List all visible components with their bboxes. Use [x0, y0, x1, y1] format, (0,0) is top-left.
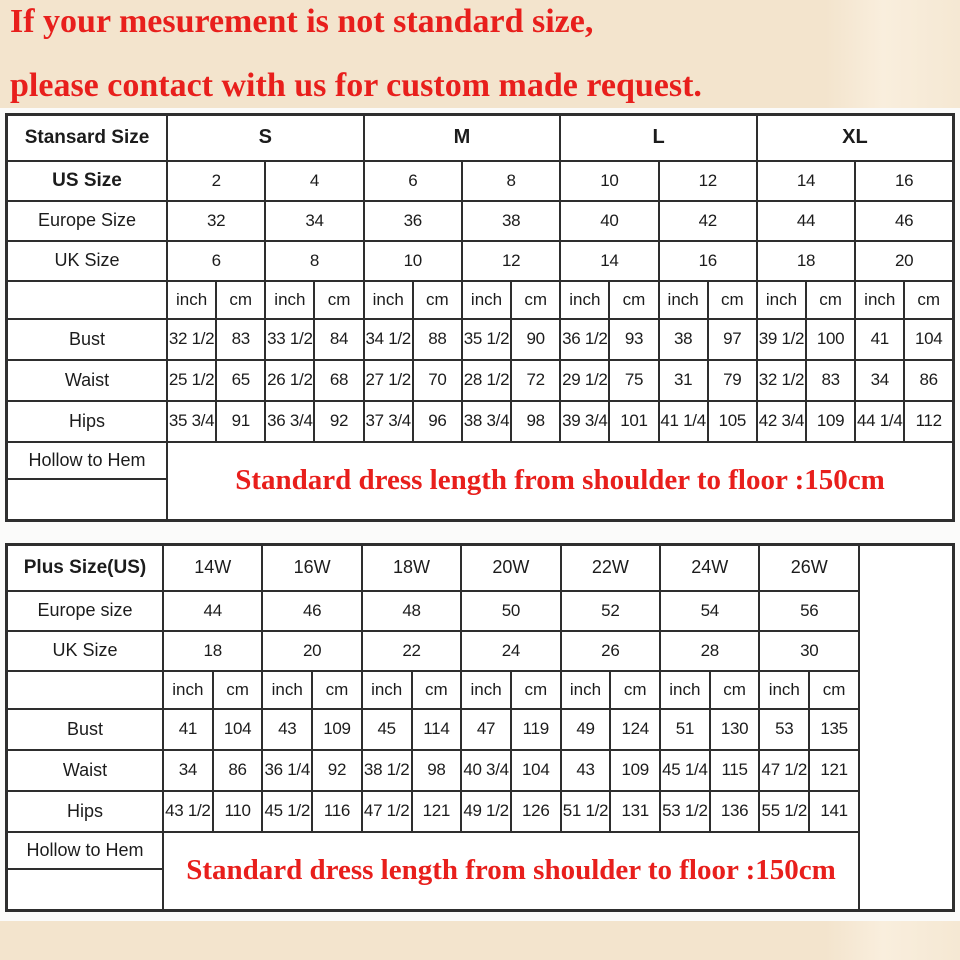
value-cell: 42	[659, 201, 757, 241]
row-label-cell: UK Size	[7, 241, 168, 281]
value-cell: 4	[265, 161, 363, 201]
plus-size-table	[5, 543, 955, 912]
value-cell: 40	[560, 201, 658, 241]
row-label-cell: Europe Size	[7, 201, 168, 241]
value-cell: 10	[364, 241, 462, 281]
row-label-cell: Europe size	[7, 591, 164, 631]
value-cell: 34 1/2	[364, 319, 413, 360]
filler-cell	[859, 545, 954, 911]
value-cell: 12	[659, 161, 757, 201]
notice-line-1: If your mesurement is not standard size,	[10, 3, 594, 40]
unit-header-cell: cm	[511, 671, 561, 709]
value-cell: 14	[757, 161, 855, 201]
value-cell: 47	[461, 709, 511, 750]
unit-header-cell: inch	[362, 671, 412, 709]
value-cell: 25 1/2	[167, 360, 216, 401]
value-cell: 50	[461, 591, 560, 631]
row-label-cell: UK Size	[7, 631, 164, 671]
value-cell: 36 1/2	[560, 319, 609, 360]
unit-header-cell: inch	[364, 281, 413, 319]
value-cell: 86	[904, 360, 953, 401]
value-cell: 39 3/4	[560, 401, 609, 442]
value-cell: 6	[364, 161, 462, 201]
value-cell: 84	[314, 319, 363, 360]
value-cell: 10	[560, 161, 658, 201]
value-cell: 48	[362, 591, 461, 631]
value-cell: 36 1/4	[262, 750, 312, 791]
value-cell: 110	[213, 791, 263, 832]
value-cell: 28 1/2	[462, 360, 511, 401]
value-cell: 40 3/4	[461, 750, 511, 791]
corner-label-cell: Plus Size(US)	[7, 545, 164, 591]
value-cell: 37 3/4	[364, 401, 413, 442]
size-charts-container	[0, 108, 960, 921]
value-cell: 45	[362, 709, 412, 750]
unit-header-cell: inch	[167, 281, 216, 319]
value-cell: 31	[659, 360, 708, 401]
value-cell: 43	[262, 709, 312, 750]
value-cell: 83	[216, 319, 265, 360]
notice-line-2: please contact with us for custom made request.	[10, 66, 702, 104]
value-cell: 65	[216, 360, 265, 401]
value-cell: 26 1/2	[265, 360, 314, 401]
value-cell: 24	[461, 631, 560, 671]
value-cell: 75	[609, 360, 658, 401]
standard-size-table	[5, 113, 955, 522]
unit-header-cell: cm	[312, 671, 362, 709]
value-cell: 12	[462, 241, 560, 281]
value-cell: 51	[660, 709, 710, 750]
value-cell: 38 1/2	[362, 750, 412, 791]
unit-header-cell: inch	[855, 281, 904, 319]
unit-header-cell: inch	[163, 671, 213, 709]
size-group-cell: S	[167, 115, 364, 161]
row-label-cell: US Size	[7, 161, 168, 201]
unit-header-cell: cm	[710, 671, 760, 709]
value-cell: 44 1/4	[855, 401, 904, 442]
value-cell: 114	[412, 709, 462, 750]
empty-corner-cell	[7, 281, 168, 319]
unit-header-cell: inch	[759, 671, 809, 709]
value-cell: 34	[163, 750, 213, 791]
value-cell: 109	[312, 709, 362, 750]
value-cell: 83	[806, 360, 855, 401]
value-cell: 93	[609, 319, 658, 360]
unit-header-cell: cm	[216, 281, 265, 319]
value-cell: 8	[265, 241, 363, 281]
value-cell: 53 1/2	[660, 791, 710, 832]
value-cell: 44	[757, 201, 855, 241]
value-cell: 29 1/2	[560, 360, 609, 401]
value-cell: 56	[759, 591, 859, 631]
value-cell: 105	[708, 401, 757, 442]
value-cell: 36 3/4	[265, 401, 314, 442]
row-label-cell: Hips	[7, 401, 168, 442]
unit-header-cell: inch	[560, 281, 609, 319]
unit-header-cell: cm	[809, 671, 859, 709]
value-cell: 135	[809, 709, 859, 750]
value-cell: 44	[163, 591, 262, 631]
row-label-cell: Bust	[7, 319, 168, 360]
size-group-cell: 20W	[461, 545, 560, 591]
value-cell: 121	[412, 791, 462, 832]
value-cell: 126	[511, 791, 561, 832]
empty-label-cell	[7, 479, 168, 521]
size-group-cell: 18W	[362, 545, 461, 591]
value-cell: 49	[561, 709, 611, 750]
value-cell: 136	[710, 791, 760, 832]
value-cell: 38	[659, 319, 708, 360]
notice-header	[0, 0, 960, 108]
unit-header-cell: inch	[462, 281, 511, 319]
value-cell: 45 1/4	[660, 750, 710, 791]
value-cell: 49 1/2	[461, 791, 511, 832]
value-cell: 53	[759, 709, 809, 750]
value-cell: 47 1/2	[362, 791, 412, 832]
value-cell: 51 1/2	[561, 791, 611, 832]
value-cell: 109	[806, 401, 855, 442]
value-cell: 72	[511, 360, 560, 401]
value-cell: 2	[167, 161, 265, 201]
note-cell: Standard dress length from shoulder to floor :150cm	[163, 832, 859, 911]
value-cell: 98	[511, 401, 560, 442]
value-cell: 43 1/2	[163, 791, 213, 832]
value-cell: 18	[757, 241, 855, 281]
unit-header-cell: cm	[511, 281, 560, 319]
value-cell: 97	[708, 319, 757, 360]
value-cell: 92	[312, 750, 362, 791]
value-cell: 36	[364, 201, 462, 241]
size-group-cell: 14W	[163, 545, 262, 591]
value-cell: 16	[855, 161, 953, 201]
size-group-cell: 26W	[759, 545, 859, 591]
value-cell: 90	[511, 319, 560, 360]
value-cell: 109	[610, 750, 660, 791]
value-cell: 38	[462, 201, 560, 241]
value-cell: 116	[312, 791, 362, 832]
value-cell: 41	[163, 709, 213, 750]
empty-corner-cell	[7, 671, 164, 709]
value-cell: 20	[262, 631, 361, 671]
value-cell: 46	[262, 591, 361, 631]
value-cell: 104	[904, 319, 953, 360]
value-cell: 98	[412, 750, 462, 791]
value-cell: 121	[809, 750, 859, 791]
value-cell: 18	[163, 631, 262, 671]
value-cell: 6	[167, 241, 265, 281]
size-group-cell: XL	[757, 115, 954, 161]
value-cell: 100	[806, 319, 855, 360]
unit-header-cell: cm	[314, 281, 363, 319]
value-cell: 38 3/4	[462, 401, 511, 442]
value-cell: 16	[659, 241, 757, 281]
value-cell: 34	[265, 201, 363, 241]
unit-header-cell: inch	[262, 671, 312, 709]
value-cell: 20	[855, 241, 953, 281]
unit-header-cell: inch	[461, 671, 511, 709]
value-cell: 35 1/2	[462, 319, 511, 360]
value-cell: 92	[314, 401, 363, 442]
unit-header-cell: inch	[659, 281, 708, 319]
row-label-cell: Waist	[7, 750, 164, 791]
value-cell: 55 1/2	[759, 791, 809, 832]
value-cell: 39 1/2	[757, 319, 806, 360]
row-label-cell: Hips	[7, 791, 164, 832]
size-group-cell: 16W	[262, 545, 361, 591]
value-cell: 124	[610, 709, 660, 750]
value-cell: 32	[167, 201, 265, 241]
value-cell: 91	[216, 401, 265, 442]
value-cell: 33 1/2	[265, 319, 314, 360]
value-cell: 45 1/2	[262, 791, 312, 832]
value-cell: 131	[610, 791, 660, 832]
value-cell: 101	[609, 401, 658, 442]
row-label-cell: Hollow to Hem	[7, 442, 168, 479]
value-cell: 22	[362, 631, 461, 671]
value-cell: 28	[660, 631, 759, 671]
row-label-cell: Bust	[7, 709, 164, 750]
value-cell: 70	[413, 360, 462, 401]
value-cell: 79	[708, 360, 757, 401]
unit-header-cell: cm	[413, 281, 462, 319]
value-cell: 27 1/2	[364, 360, 413, 401]
corner-label-cell: Stansard Size	[7, 115, 168, 161]
value-cell: 54	[660, 591, 759, 631]
value-cell: 41	[855, 319, 904, 360]
unit-header-cell: inch	[265, 281, 314, 319]
value-cell: 34	[855, 360, 904, 401]
value-cell: 42 3/4	[757, 401, 806, 442]
size-group-cell: 24W	[660, 545, 759, 591]
value-cell: 112	[904, 401, 953, 442]
unit-header-cell: cm	[610, 671, 660, 709]
value-cell: 32 1/2	[167, 319, 216, 360]
value-cell: 104	[213, 709, 263, 750]
value-cell: 35 3/4	[167, 401, 216, 442]
unit-header-cell: cm	[609, 281, 658, 319]
value-cell: 30	[759, 631, 859, 671]
value-cell: 104	[511, 750, 561, 791]
value-cell: 46	[855, 201, 953, 241]
unit-header-cell: inch	[660, 671, 710, 709]
value-cell: 130	[710, 709, 760, 750]
value-cell: 88	[413, 319, 462, 360]
value-cell: 41 1/4	[659, 401, 708, 442]
unit-header-cell: cm	[708, 281, 757, 319]
value-cell: 47 1/2	[759, 750, 809, 791]
row-label-cell: Hollow to Hem	[7, 832, 164, 869]
value-cell: 119	[511, 709, 561, 750]
size-group-cell: 22W	[561, 545, 660, 591]
value-cell: 8	[462, 161, 560, 201]
value-cell: 86	[213, 750, 263, 791]
value-cell: 96	[413, 401, 462, 442]
value-cell: 52	[561, 591, 660, 631]
empty-label-cell	[7, 869, 164, 911]
size-group-cell: M	[364, 115, 561, 161]
row-label-cell: Waist	[7, 360, 168, 401]
unit-header-cell: cm	[806, 281, 855, 319]
unit-header-cell: inch	[561, 671, 611, 709]
value-cell: 115	[710, 750, 760, 791]
value-cell: 43	[561, 750, 611, 791]
unit-header-cell: inch	[757, 281, 806, 319]
value-cell: 68	[314, 360, 363, 401]
unit-header-cell: cm	[904, 281, 953, 319]
note-cell: Standard dress length from shoulder to floor :150cm	[167, 442, 954, 521]
value-cell: 32 1/2	[757, 360, 806, 401]
unit-header-cell: cm	[213, 671, 263, 709]
value-cell: 26	[561, 631, 660, 671]
unit-header-cell: cm	[412, 671, 462, 709]
value-cell: 14	[560, 241, 658, 281]
size-group-cell: L	[560, 115, 757, 161]
value-cell: 141	[809, 791, 859, 832]
